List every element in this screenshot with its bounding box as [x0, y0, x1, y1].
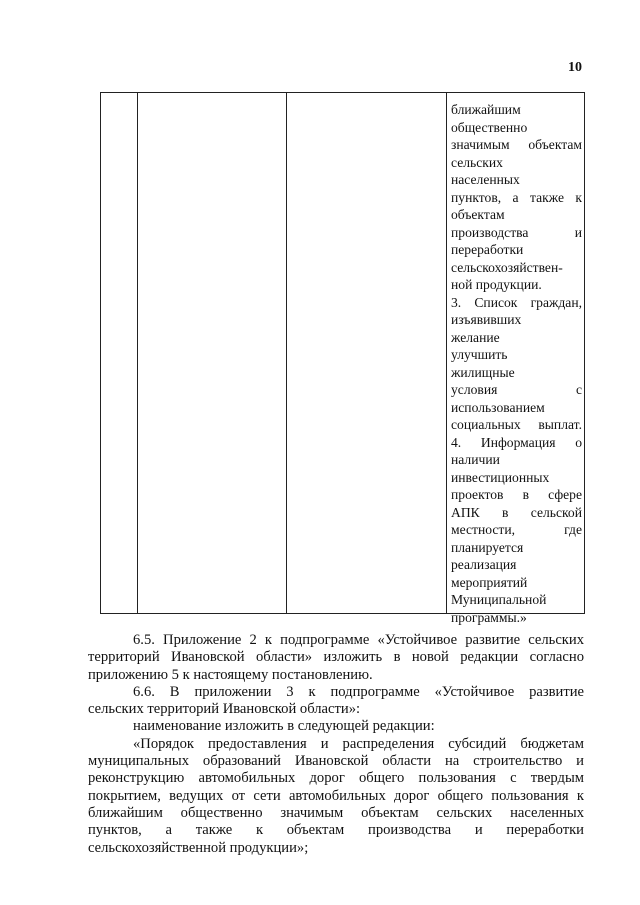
cell-line: АПК в сельской [451, 504, 582, 520]
cell-line: улучшить [451, 347, 508, 362]
cell-line: желание [451, 329, 500, 345]
quote-line: муниципальных образований Ивановской области на строительство и [88, 753, 584, 770]
paragraph-6-5-line: 6.5. Приложение 2 к подпрограмме «Устойчивое развитие сельских [133, 632, 584, 648]
quote-line: сельскохозяйственной продукции»; [88, 839, 309, 856]
paragraph-6-6-line: 6.6. В приложении 3 к подпрограмме «Устойчивое развитие [133, 683, 584, 700]
cell-line: переработки [451, 242, 524, 257]
cell-line: объектам [451, 207, 505, 222]
paragraph-6-6-line: сельских территорий Ивановской области»: [88, 701, 361, 718]
cell-line: пунктов, а также к [451, 189, 582, 205]
paragraph-naming-line: наименование изложить в следующей редакции: [133, 718, 435, 735]
continued-table [100, 92, 585, 625]
quote-line: пунктов, а также к объектам производства и переработки [88, 822, 584, 839]
cell-line: жилищные [451, 364, 515, 380]
body-text [88, 632, 584, 857]
quote-line: реконструкцию автомобильных дорог общего пользования с твердым [88, 770, 584, 787]
cell-line: сельскохозяйствен- [451, 259, 563, 275]
quote-line: «Порядок предоставления и распределения субсидий бюджетам [133, 735, 584, 752]
cell-line: Муниципальной [451, 592, 547, 607]
cell-line: местности, где [451, 522, 582, 537]
cell-line: ближайшим [451, 102, 521, 117]
cell-line: значимым объектам [451, 137, 582, 152]
cell-line: использованием [451, 399, 545, 415]
cell-line: населенных [451, 172, 520, 187]
cell-line: сельских [451, 154, 503, 170]
table-column-divider [446, 93, 447, 613]
cell-line: условия с [451, 382, 582, 397]
cell-line: общественно [451, 119, 528, 135]
cell-line: 3. Список граждан, [451, 294, 582, 310]
quote-line: покрытием, ведущих от сети автомобильных дорог общего пользования к [88, 787, 584, 804]
cell-line: социальных выплат. [451, 417, 582, 432]
table-column-divider [137, 93, 138, 613]
paragraph-6-5-line: территорий Ивановской области» изложить в новой редакции согласно [88, 649, 584, 666]
cell-line: реализация [451, 557, 517, 572]
table-cell-text [451, 101, 582, 626]
cell-line: мероприятий [451, 574, 528, 590]
quote-line: ближайшим общественно значимым объектам сельских населенных [88, 804, 584, 821]
cell-line: программы.» [451, 609, 527, 625]
page-number: 10 [568, 60, 582, 75]
table-column-divider [286, 93, 287, 613]
cell-line: производства и [451, 224, 582, 240]
cell-line: наличии [451, 452, 500, 467]
cell-line: изъявивших [451, 312, 522, 327]
cell-line: ной продукции. [451, 277, 542, 292]
cell-line: планируется [451, 539, 524, 555]
paragraph-6-5-line: приложению 5 к настоящему постановлению. [88, 666, 373, 683]
cell-line: проектов в сфере [451, 487, 582, 502]
cell-line: 4. Информация о [451, 434, 582, 450]
cell-line: инвестиционных [451, 469, 550, 485]
